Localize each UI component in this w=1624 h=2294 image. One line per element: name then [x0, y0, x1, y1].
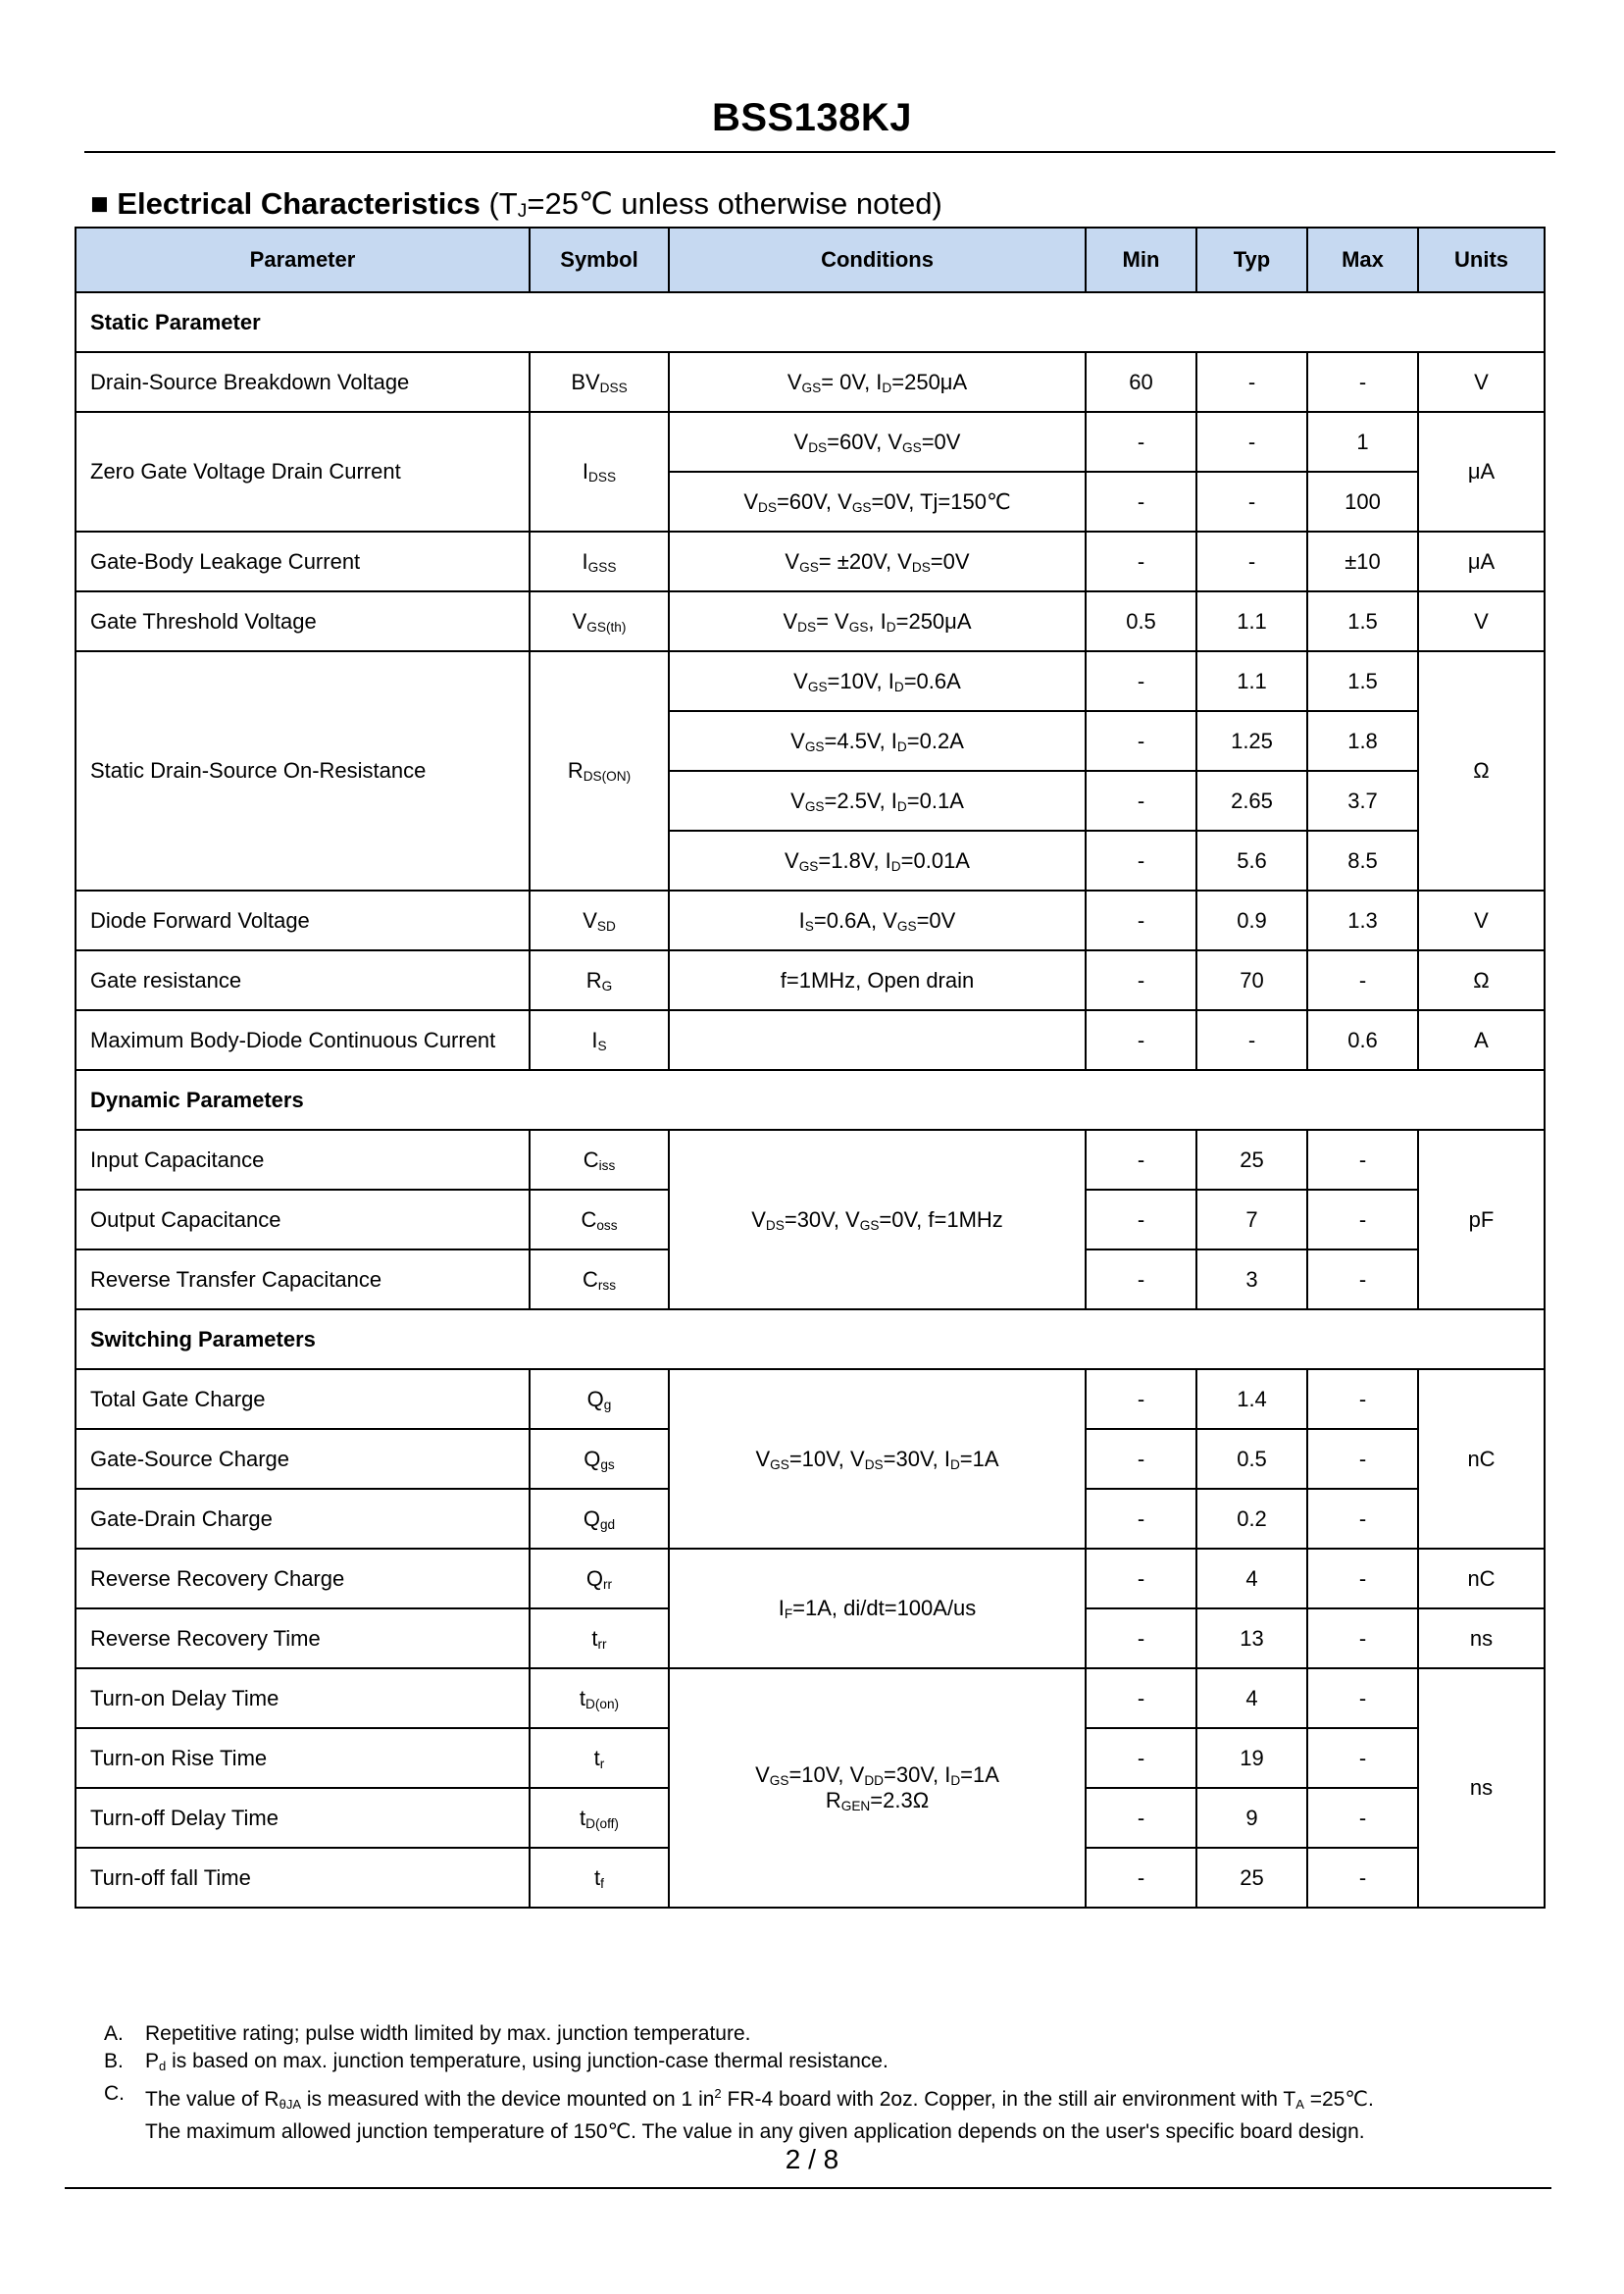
- min-cell: -: [1086, 472, 1196, 532]
- symbol-cell: $R_G$: [530, 950, 669, 1010]
- typ-cell: 70: [1196, 950, 1307, 1010]
- unit-cell: nC: [1418, 1369, 1545, 1549]
- symbol-cell: $I_{GSS}$: [530, 532, 669, 591]
- param-cell: Turn-off Delay Time: [76, 1788, 530, 1848]
- typ-cell: 0.2: [1196, 1489, 1307, 1549]
- unit-cell: V: [1418, 891, 1545, 950]
- footnote-c: C. The value of $R_{\theta JA}$ is measured with the device mounted on 1 $in^2$ FR-4 board with 2oz. Copper, in the still air environment with $T_A$ =25℃. The maximum allowed junction temperature of 150℃. The value in any given application depends on the user's specific board design.: [104, 2082, 1374, 2143]
- max-cell: -: [1307, 1549, 1418, 1608]
- typ-cell: -: [1196, 532, 1307, 591]
- symbol-cell: $BV_{DSS}$: [530, 352, 669, 412]
- max-cell: -: [1307, 1190, 1418, 1249]
- group-label-dynamic: Dynamic Parameters: [76, 1070, 1545, 1130]
- param-cell: Input Capacitance: [76, 1130, 530, 1190]
- group-label-switching: Switching Parameters: [76, 1309, 1545, 1369]
- page-number: 2 / 8: [785, 2144, 839, 2174]
- min-cell: -: [1086, 1369, 1196, 1429]
- condition-cell: $V_{GS}=4.5V$, $I_D=0.2A$: [669, 711, 1086, 771]
- footnote-b: B. $P_d$ is based on max. junction temperature, using junction-case thermal resistance.: [104, 2050, 888, 2073]
- table-row: [76, 591, 1545, 651]
- symbol-cell: $t_f$: [530, 1848, 669, 1908]
- condition-cell: $V_{DS}=60V$, $V_{GS}=0V$: [669, 412, 1086, 472]
- symbol-cell: $t_{D(on)}$: [530, 1668, 669, 1728]
- table-row: [76, 891, 1545, 950]
- min-cell: -: [1086, 1608, 1196, 1668]
- param-cell: Diode Forward Voltage: [76, 891, 530, 950]
- condition-cell: $V_{GS}=2.5V$, $I_D=0.1A$: [669, 771, 1086, 831]
- document-title: BSS138KJ: [711, 96, 913, 139]
- symbol-cell: $C_{iss}$: [530, 1130, 669, 1190]
- condition-cell: $V_{DS}= V_{GS}$, $I_D=250\mu A$: [669, 591, 1086, 651]
- symbol-cell: $I_{DSS}$: [530, 412, 669, 532]
- typ-cell: 25: [1196, 1130, 1307, 1190]
- min-cell: -: [1086, 831, 1196, 891]
- typ-cell: 2.65: [1196, 771, 1307, 831]
- min-cell: -: [1086, 891, 1196, 950]
- symbol-cell: $R_{DS(ON)}$: [530, 651, 669, 891]
- min-cell: -: [1086, 1249, 1196, 1309]
- param-cell: Gate Threshold Voltage: [76, 591, 530, 651]
- table-row: [76, 651, 1545, 711]
- min-cell: -: [1086, 651, 1196, 711]
- min-cell: -: [1086, 711, 1196, 771]
- column-header: Units: [1418, 228, 1545, 292]
- condition-cell: $V_{GS}=10V$, $I_D=0.6A$: [669, 651, 1086, 711]
- table-row: [76, 950, 1545, 1010]
- max-cell: -: [1307, 352, 1418, 412]
- typ-cell: -: [1196, 472, 1307, 532]
- min-cell: -: [1086, 1010, 1196, 1070]
- typ-cell: 1.1: [1196, 651, 1307, 711]
- column-header: Max: [1307, 228, 1418, 292]
- min-cell: -: [1086, 1668, 1196, 1728]
- condition-cell: $V_{GS}= 0V$, $I_D=250\mu A$: [669, 352, 1086, 412]
- typ-cell: 19: [1196, 1728, 1307, 1788]
- typ-cell: 1.1: [1196, 591, 1307, 651]
- table-row: [76, 1130, 1545, 1190]
- unit-cell: ns: [1418, 1608, 1545, 1668]
- unit-cell: Ω: [1418, 950, 1545, 1010]
- param-cell: Zero Gate Voltage Drain Current: [76, 412, 530, 532]
- header-rule: [84, 151, 1555, 153]
- max-cell: 8.5: [1307, 831, 1418, 891]
- max-cell: 1.8: [1307, 711, 1418, 771]
- table-row: [76, 352, 1545, 412]
- param-cell: Gate-Drain Charge: [76, 1489, 530, 1549]
- min-cell: -: [1086, 412, 1196, 472]
- symbol-cell: $t_{rr}$: [530, 1608, 669, 1668]
- max-cell: 0.6: [1307, 1010, 1418, 1070]
- table-row: [76, 1668, 1545, 1728]
- condition-cell: $I_S=0.6A$, $V_{GS}=0V$: [669, 891, 1086, 950]
- condition-cell: $V_{GS}=10V$, $V_{DS}=30V$, $I_D=1A$: [669, 1369, 1086, 1549]
- unit-cell: Ω: [1418, 651, 1545, 891]
- param-cell: Turn-on Rise Time: [76, 1728, 530, 1788]
- typ-cell: 13: [1196, 1608, 1307, 1668]
- param-cell: Maximum Body-Diode Continuous Current: [76, 1010, 530, 1070]
- column-header: Conditions: [669, 228, 1086, 292]
- max-cell: -: [1307, 1668, 1418, 1728]
- max-cell: -: [1307, 1848, 1418, 1908]
- table-row: [76, 532, 1545, 591]
- footnotes: [104, 2020, 1557, 2146]
- column-header: Typ: [1196, 228, 1307, 292]
- symbol-cell: $V_{SD}$: [530, 891, 669, 950]
- min-cell: -: [1086, 532, 1196, 591]
- param-cell: Turn-off fall Time: [76, 1848, 530, 1908]
- param-cell: Output Capacitance: [76, 1190, 530, 1249]
- min-cell: -: [1086, 771, 1196, 831]
- param-cell: Reverse Recovery Time: [76, 1608, 530, 1668]
- typ-cell: -: [1196, 1010, 1307, 1070]
- condition-cell: f=1MHz, Open drain: [669, 950, 1086, 1010]
- typ-cell: 5.6: [1196, 831, 1307, 891]
- min-cell: -: [1086, 1788, 1196, 1848]
- electrical-characteristics-table: [75, 227, 1546, 1909]
- param-cell: Static Drain-Source On-Resistance: [76, 651, 530, 891]
- max-cell: -: [1307, 1249, 1418, 1309]
- symbol-cell: $t_{D(off)}$: [530, 1788, 669, 1848]
- unit-cell: V: [1418, 352, 1545, 412]
- min-cell: -: [1086, 950, 1196, 1010]
- typ-cell: 25: [1196, 1848, 1307, 1908]
- table-header-row: [76, 228, 1545, 292]
- param-cell: Gate-Body Leakage Current: [76, 532, 530, 591]
- group-row: [76, 1070, 1545, 1130]
- max-cell: 100: [1307, 472, 1418, 532]
- max-cell: 1.5: [1307, 591, 1418, 651]
- table-row: [76, 1010, 1545, 1070]
- group-row: [76, 292, 1545, 352]
- typ-cell: 7: [1196, 1190, 1307, 1249]
- max-cell: ±10: [1307, 532, 1418, 591]
- section-title: Electrical Characteristics: [117, 186, 481, 221]
- symbol-cell: $t_r$: [530, 1728, 669, 1788]
- table-row: [76, 1549, 1545, 1608]
- max-cell: -: [1307, 1489, 1418, 1549]
- min-cell: -: [1086, 1429, 1196, 1489]
- max-cell: 1: [1307, 412, 1418, 472]
- condition-cell: $V_{DS}=30V$, $V_{GS}=0V$, f=1MHz: [669, 1130, 1086, 1309]
- typ-cell: 0.5: [1196, 1429, 1307, 1489]
- typ-cell: 4: [1196, 1668, 1307, 1728]
- column-header: Symbol: [530, 228, 669, 292]
- min-cell: -: [1086, 1190, 1196, 1249]
- unit-cell: nC: [1418, 1549, 1545, 1608]
- param-cell: Reverse Transfer Capacitance: [76, 1249, 530, 1309]
- condition-cell: $V_{GS}=10V$, $V_{DD}=30V$, $I_D=1A$ $R_{GEN}=2.3\Omega$: [669, 1668, 1086, 1908]
- typ-cell: 9: [1196, 1788, 1307, 1848]
- condition-cell: $V_{GS}= \pm 20V$, $V_{DS}=0V$: [669, 532, 1086, 591]
- unit-cell: ns: [1418, 1668, 1545, 1908]
- unit-cell: V: [1418, 591, 1545, 651]
- max-cell: -: [1307, 1728, 1418, 1788]
- unit-cell: μA: [1418, 412, 1545, 532]
- param-cell: Gate-Source Charge: [76, 1429, 530, 1489]
- symbol-cell: $C_{rss}$: [530, 1249, 669, 1309]
- unit-cell: A: [1418, 1010, 1545, 1070]
- unit-cell: μA: [1418, 532, 1545, 591]
- param-cell: Turn-on Delay Time: [76, 1668, 530, 1728]
- condition-cell: [669, 1010, 1086, 1070]
- max-cell: -: [1307, 1369, 1418, 1429]
- typ-cell: 4: [1196, 1549, 1307, 1608]
- column-header: Parameter: [76, 228, 530, 292]
- max-cell: -: [1307, 950, 1418, 1010]
- symbol-cell: $Q_{rr}$: [530, 1549, 669, 1608]
- max-cell: -: [1307, 1788, 1418, 1848]
- typ-cell: 1.4: [1196, 1369, 1307, 1429]
- footer-rule: [65, 2187, 1551, 2189]
- max-cell: 1.5: [1307, 651, 1418, 711]
- unit-cell: pF: [1418, 1130, 1545, 1309]
- max-cell: 3.7: [1307, 771, 1418, 831]
- param-cell: Total Gate Charge: [76, 1369, 530, 1429]
- footnote-a: A. Repetitive rating; pulse width limited by max. junction temperature.: [104, 2022, 751, 2045]
- min-cell: -: [1086, 1130, 1196, 1190]
- condition-cell: $V_{DS}=60V$, $V_{GS}=0V$, Tj=150℃: [669, 472, 1086, 532]
- typ-cell: -: [1196, 352, 1307, 412]
- param-cell: Gate resistance: [76, 950, 530, 1010]
- group-row: [76, 1309, 1545, 1369]
- min-cell: -: [1086, 1549, 1196, 1608]
- min-cell: -: [1086, 1489, 1196, 1549]
- param-cell: Drain-Source Breakdown Voltage: [76, 352, 530, 412]
- min-cell: 0.5: [1086, 591, 1196, 651]
- min-cell: 60: [1086, 352, 1196, 412]
- typ-cell: 1.25: [1196, 711, 1307, 771]
- max-cell: -: [1307, 1429, 1418, 1489]
- typ-cell: 3: [1196, 1249, 1307, 1309]
- section-heading: ■ Electrical Characteristics ($T_J=25℃$ unless otherwise noted): [90, 186, 942, 222]
- min-cell: -: [1086, 1848, 1196, 1908]
- typ-cell: -: [1196, 412, 1307, 472]
- max-cell: -: [1307, 1130, 1418, 1190]
- param-cell: Reverse Recovery Charge: [76, 1549, 530, 1608]
- table-row: [76, 412, 1545, 472]
- group-label-static: Static Parameter: [76, 292, 1545, 352]
- min-cell: -: [1086, 1728, 1196, 1788]
- symbol-cell: $Q_{gd}$: [530, 1489, 669, 1549]
- symbol-cell: $Q_g$: [530, 1369, 669, 1429]
- condition-cell: $I_F=1A$, di/dt=100A/us: [669, 1549, 1086, 1668]
- typ-cell: 0.9: [1196, 891, 1307, 950]
- column-header: Min: [1086, 228, 1196, 292]
- symbol-cell: $Q_{gs}$: [530, 1429, 669, 1489]
- symbol-cell: $C_{oss}$: [530, 1190, 669, 1249]
- condition-cell: $V_{GS}=1.8V$, $I_D=0.01A$: [669, 831, 1086, 891]
- max-cell: -: [1307, 1608, 1418, 1668]
- symbol-cell: $I_S$: [530, 1010, 669, 1070]
- symbol-cell: $V_{GS(th)}$: [530, 591, 669, 651]
- table-row: [76, 1369, 1545, 1429]
- max-cell: 1.3: [1307, 891, 1418, 950]
